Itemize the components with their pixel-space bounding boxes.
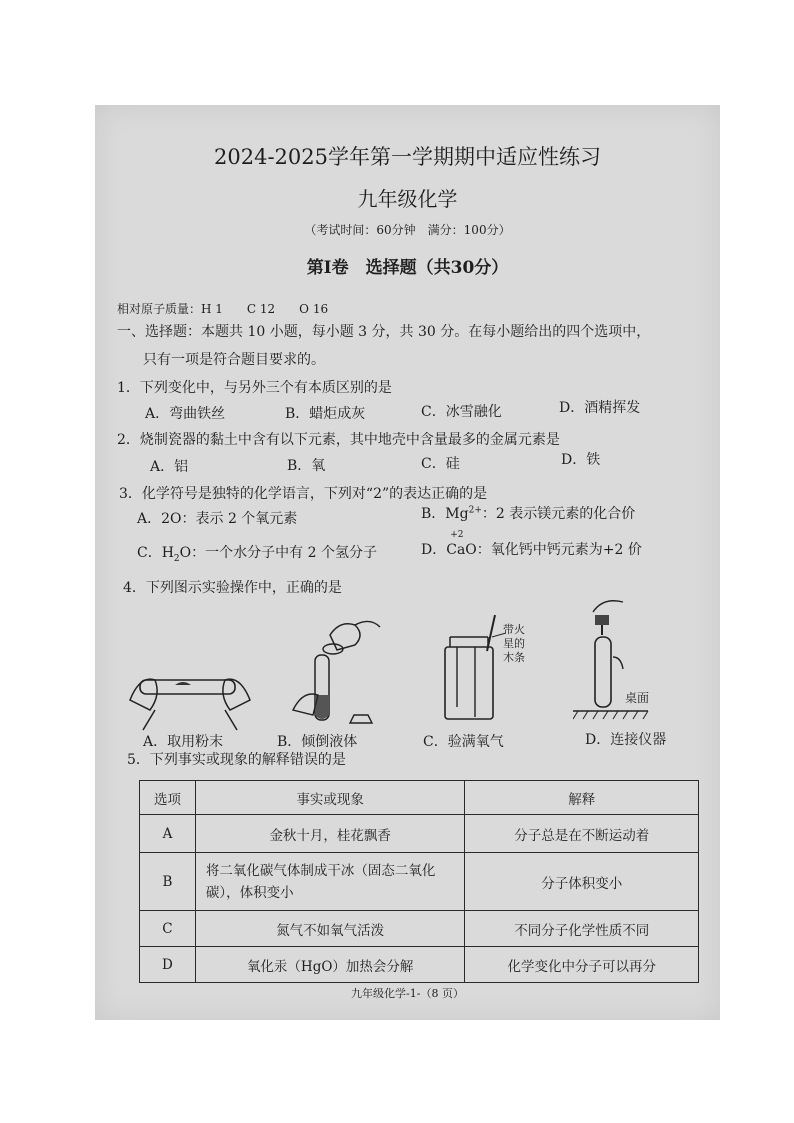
figure-c-splint-note: 带火 星的 木条: [503, 623, 525, 664]
q2-option-d: D．铁: [561, 452, 601, 468]
question-5-stem: 5．下列事实或现象的解释错误的是: [127, 752, 346, 768]
figure-c-label: C．验满氧气: [423, 734, 504, 750]
instructions-line1: 一、选择题：本题共 10 小题，每小题 3 分，共 30 分。在每小题给出的四个选项中，: [117, 324, 651, 340]
explanation-table: [139, 780, 699, 983]
subject-title: 九年级化学: [357, 187, 458, 211]
question-1-stem: 1．下列变化中，与另外三个有本质区别的是: [117, 380, 392, 396]
exam-title: 2024-2025学年第一学期期中适应性练习: [214, 145, 601, 169]
figure-c-oxygen-icon: [435, 615, 545, 730]
q3-option-b: B．$Mg^{2+}$：2 表示镁元素的化合价: [421, 505, 636, 522]
question-3-stem: 3．化学符号是独特的化学语言，下列对“2”的表达正确的是: [119, 486, 488, 502]
q2-option-c: C．硅: [421, 456, 460, 472]
q2-option-b: B．氧: [287, 458, 326, 474]
figure-b-pouring-icon: [285, 615, 415, 730]
table-row: D 氧化汞（HgO）加热会分解 化学变化中分子可以再分: [140, 947, 699, 983]
header-fact: 事实或现象: [195, 781, 465, 815]
q3-option-c: C．$H_2O$：一个水分子中有 2 个氢分子: [137, 545, 377, 564]
instructions-line2: 只有一项是符合题目要求的。: [143, 352, 325, 368]
page-footer: 九年级化学-1-（8 页）: [351, 987, 464, 1000]
q1-option-b: B．蜡炬成灰: [285, 406, 366, 422]
header-option: 选项: [140, 781, 196, 815]
question-2-stem: 2．烧制瓷器的黏土中含有以下元素，其中地壳中含量最多的金属元素是: [117, 432, 560, 448]
atomic-masses: 相对原子质量：H 1 C 12 O 16: [117, 302, 329, 316]
q4-figures: [125, 615, 705, 750]
exam-paper: [95, 105, 720, 1020]
q3-option-a: A．2O：表示 2 个氧元素: [137, 511, 298, 527]
figure-b-label: B．倾倒液体: [277, 734, 358, 750]
header-explanation: 解释: [465, 781, 699, 815]
q1-option-c: C．冰雪融化: [421, 404, 502, 420]
q1-option-d: D．酒精挥发: [559, 400, 641, 416]
q2-option-a: A．铝: [150, 459, 189, 475]
figure-d-table-note: 桌面: [625, 691, 650, 705]
figure-d-label: D．连接仪器: [585, 732, 667, 748]
table-row: B 将二氧化碳气体制成干冰（固态二氧化碳），体积变小 分子体积变小: [140, 853, 699, 911]
table-row: A 金秋十月，桂花飘香 分子总是在不断运动着: [140, 815, 699, 853]
figure-a-label: A．取用粉末: [143, 734, 224, 750]
question-4-stem: 4．下列图示实验操作中，正确的是: [123, 580, 342, 596]
q3-option-d: D． +2 CaO：氧化钙中钙元素为+2 价: [421, 530, 642, 558]
q1-option-a: A．弯曲铁丝: [145, 406, 226, 422]
table-row: C 氮气不如氧气活泼 不同分子化学性质不同: [140, 911, 699, 947]
section-title: 第Ⅰ卷 选择题（共30分）: [306, 258, 509, 278]
figure-a-powder-icon: [125, 645, 255, 735]
exam-info: （考试时间：60分钟 满分：100分）: [304, 223, 511, 237]
table-header-row: [140, 781, 699, 815]
